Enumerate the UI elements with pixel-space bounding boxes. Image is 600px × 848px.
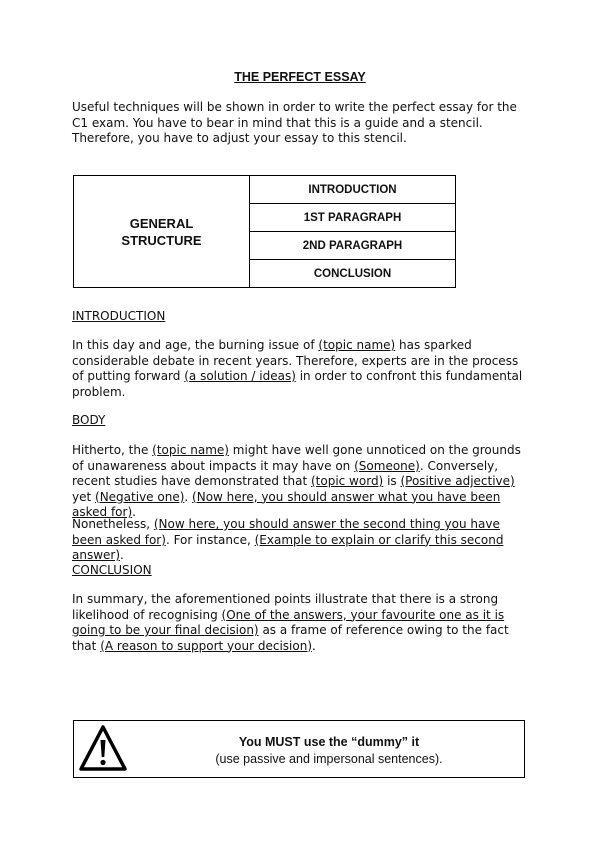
placeholder-example: (Example to explain or clarify this second answer) <box>72 532 504 562</box>
intro-paragraph: Useful techniques will be shown in order to write the perfect essay for the C1 exam. You have to bear in mind that this is a guide and a stencil. Therefore, you have to adjust your essay to this stencil. <box>72 100 517 145</box>
structure-label-line2: STRUCTURE <box>121 232 202 248</box>
structure-row-introduction: INTRODUCTION <box>250 176 456 204</box>
introduction-heading: INTRODUCTION <box>72 309 166 323</box>
structure-row-2nd-paragraph: 2ND PARAGRAPH <box>250 232 456 260</box>
placeholder-answer-second: (Now here, you should answer the second thing you have been asked for) <box>72 517 500 547</box>
warning-text-main: You MUST use the “dummy” it <box>238 735 420 749</box>
page-title: THE PERFECT ESSAY <box>234 70 366 84</box>
placeholder-topic-name: (topic name) <box>318 338 396 352</box>
warning-triangle-icon <box>79 724 127 772</box>
warning-box <box>73 720 525 778</box>
body-paragraph-1: Hitherto, the (topic name) might have well gone unnoticed on the grounds of unawareness about impacts it may have on (Someone). Conversely, recent studies have demonstrated that (topic word) is (Positive adjective) yet (Negative one). (Now here, you should answer what you have been asked for). <box>72 443 521 519</box>
general-structure-table <box>73 175 456 288</box>
placeholder-favourite-answer: (One of the answers, your favourite one as it is going to be your final decision) <box>72 607 505 637</box>
warning-text-note: (use passive and impersonal sentences). <box>215 752 443 766</box>
placeholder-topic-name: (topic name) <box>152 443 229 457</box>
placeholder-positive-adjective: (Positive adjective) <box>400 474 515 488</box>
general-structure-label <box>74 176 250 288</box>
placeholder-answer-first: (Now here, you should answer what you have been asked for) <box>72 489 501 519</box>
placeholder-negative-one: (Negative one) <box>95 489 185 504</box>
structure-label-line1: GENERAL <box>129 215 194 231</box>
body-paragraph-2: Nonetheless, (Now here, you should answer the second thing you have been asked for). For instance, (Example to explain or clarify this second answer). <box>72 517 504 562</box>
conclusion-paragraph: In summary, the aforementioned points illustrate that there is a strong likelihood of recognising (One of the answers, your favourite one as it is going to be your final decision) as a frame of reference owing to the fact that (A reason to support your decision). <box>72 592 509 653</box>
structure-row-conclusion: CONCLUSION <box>250 260 456 288</box>
placeholder-topic-word: (topic word) <box>310 474 384 488</box>
placeholder-reason: (A reason to support your decision) <box>100 638 313 653</box>
placeholder-solution-ideas: (a solution / ideas) <box>184 369 296 383</box>
introduction-paragraph: In this day and age, the burning issue of (topic name) has sparked considerable debate in recent years. Therefore, experts are in the process of putting forward (a solution / ideas) in order to confront this fundamental problem. <box>72 338 523 399</box>
placeholder-someone: (Someone) <box>354 458 420 473</box>
body-heading: BODY <box>72 413 106 427</box>
structure-row-1st-paragraph: 1ST PARAGRAPH <box>250 204 456 232</box>
conclusion-heading: CONCLUSION <box>72 563 152 577</box>
